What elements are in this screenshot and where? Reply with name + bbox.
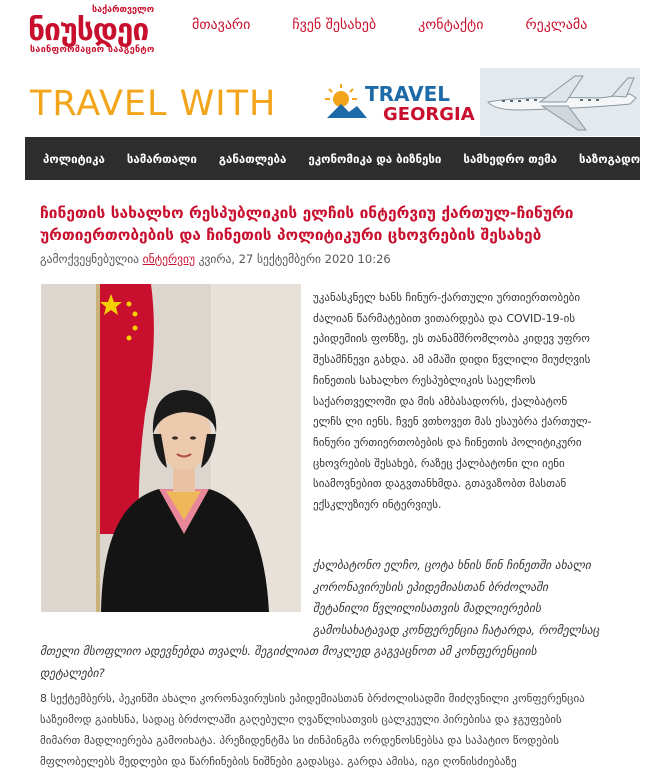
nav-link-advertising[interactable]: რეკლამა	[525, 17, 588, 33]
published-label: გამოქვეყნებულია	[40, 252, 139, 266]
category-education[interactable]: განათლება	[218, 151, 287, 166]
question-line: კორონავირუსის ეპიდემიასთან ბრძოლაში	[313, 579, 549, 594]
top-navigation	[192, 17, 629, 33]
article-title-line: ურთიერთობების და ჩინეთის პოლიტიკური ცხოვრების შესახებ	[40, 226, 542, 244]
lead-line: სიამოვნებით დაგვთანხმდა. გთავაზობთ მასთან	[313, 477, 567, 491]
logo-wordmark: ნიუსდეი	[28, 13, 149, 48]
nav-link-about[interactable]: ჩვენ შესახებ	[292, 17, 377, 33]
airplane-image	[480, 68, 640, 136]
sun-mountain-icon	[323, 82, 369, 120]
lead-line: ექსკლუზიურ ინტერვიუს.	[313, 498, 442, 512]
article-title-line: ჩინეთის სახალხო რესპუბლიკის ელჩის ინტერვიუ ქართულ-ჩინური	[40, 204, 574, 222]
question-line: ქალბატონო ელჩო, ცოტა ხნის წინ ჩინეთში ახალი	[313, 558, 591, 572]
lead-line: ჩინური ურთიერთობების და ჩინეთის პოლიტიკური	[313, 435, 582, 449]
lead-line: ძალიან წარმატებით ვითარდება და COVID-19-ის	[313, 311, 576, 325]
interview-question	[40, 555, 625, 684]
article-category-link[interactable]: ინტერვიუ	[142, 252, 195, 266]
article-lead	[313, 288, 625, 516]
logo-tagline-bottom: საინფორმაციო სააგენტო	[30, 45, 155, 55]
site-header	[0, 0, 640, 62]
article-body	[40, 688, 630, 772]
banner-slogan: TRAVEL WITH	[30, 84, 277, 124]
brand-word-travel: TRAVEL	[365, 82, 451, 106]
question-line: დეტალები?	[40, 665, 105, 680]
article-meta	[40, 252, 391, 266]
category-law[interactable]: სამართალი	[126, 151, 197, 166]
category-politics[interactable]: პოლიტიკა	[43, 151, 105, 166]
question-line: შეტანილი წვლილისათვის მადლიერების	[313, 601, 541, 615]
body-line: საზეიმოდ გაიხსნა, სადაც ბრძოლაში გაღებული ღვაწლისათვის ცალკეული პირებისა და ჯგუფების	[40, 713, 562, 726]
category-military[interactable]: სამხედრო თემა	[463, 151, 558, 166]
category-navigation	[25, 137, 659, 180]
question-line: გამოსახატავად კონფერენცია ჩატარდა, რომელსაც	[313, 622, 600, 637]
nav-link-contact[interactable]: კონტაქტი	[418, 17, 484, 33]
travel-banner[interactable]	[25, 68, 640, 136]
category-society[interactable]: საზოგადოება	[579, 151, 659, 166]
site-logo[interactable]	[28, 5, 186, 55]
body-line: 8 სექტემბერს, პეკინში ახალი კორონავირუსის ეპიდემიასთან ბრძოლისადმი მიძღვნილი კონფერენცია	[40, 692, 585, 705]
lead-line: ელჩს ლი იენს. ჩვენ ვთხოვეთ მას ესაუბრა ქართულ-	[313, 415, 592, 429]
lead-line: ჩინეთის სახალხო რესპუბლიკის საელჩოს	[313, 373, 536, 387]
article-title[interactable]	[40, 202, 610, 246]
question-line: მთელი მსოფლიო ადევნებდა თვალს. შეგიძლიათ მოკლედ გაგვაცნოთ ამ კონფერენციის	[40, 644, 537, 658]
lead-line: შესამჩნევი გახდა. ამ ამაში დიდი წვლილი მიუძღვის	[313, 353, 591, 367]
nav-link-home[interactable]: მთავარი	[192, 17, 251, 33]
body-line: მფლობელებს მედლები და წარჩინების ნიშნები გადასცა. გარდა ამისა, იგი ღონისძიებაზე	[40, 755, 517, 768]
lead-line: უკანასკნელ ხანს ჩინურ-ქართული ურთიერთობები	[313, 291, 581, 304]
logo-tagline-top: საქართველო	[92, 5, 155, 15]
publish-date: კვირა, 27 სექტემბერი 2020 10:26	[198, 252, 391, 266]
lead-line: საქართველოში და მის ამბასადორს, ქალბატონ	[313, 394, 568, 408]
travel-georgia-logo	[323, 80, 475, 128]
brand-word-georgia: GEORGIA	[383, 104, 475, 125]
lead-line: ეპიდემიის ფონზე, ეს თანამშრომლობა კიდევ უფრო	[313, 332, 590, 346]
body-line: მიმართ მადლიერება გამოიხატა. პრეზიდენტმა სი ძინპინგმა ორდენოსნებსა და საპატიო წოდების	[40, 734, 559, 747]
lead-line: ცხოვრების შესახებ, რაზეც ქალბატონი ლი იენი	[313, 456, 565, 470]
airplane-icon	[480, 68, 640, 136]
category-economy-business[interactable]: ეკონომიკა და ბიზნესი	[308, 151, 442, 166]
